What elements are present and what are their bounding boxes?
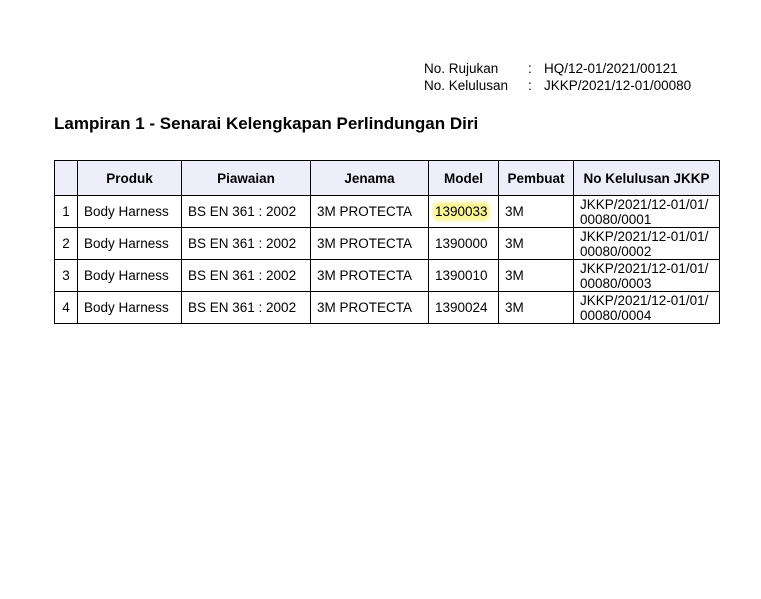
cell-no: 3 (55, 260, 78, 292)
cell-jenama: 3M PROTECTA (311, 260, 429, 292)
cell-produk: Body Harness (78, 228, 182, 260)
cell-piawaian: BS EN 361 : 2002 (182, 228, 311, 260)
table-header (55, 161, 720, 196)
cell-model (429, 196, 499, 228)
cell-no: 1 (55, 196, 78, 228)
kelulusan-value: JKKP/2021/12-01/00080 (544, 78, 692, 93)
table-header-row (55, 161, 720, 196)
table-row (55, 260, 720, 292)
reference-block (424, 60, 691, 94)
cell-no-kelulusan: JKKP/2021/12-01/01/00080/0001 (574, 196, 720, 228)
rujukan-colon: : (528, 61, 532, 76)
cell-no-kelulusan: JKKP/2021/12-01/01/00080/0002 (574, 228, 720, 260)
table-row (55, 228, 720, 260)
kelulusan-label: No. Kelulusan (424, 78, 509, 93)
rujukan-value: HQ/12-01/2021/00121 (544, 61, 678, 76)
cell-pembuat: 3M (499, 196, 574, 228)
cell-produk: Body Harness (78, 196, 182, 228)
reference-row-rujukan (424, 60, 691, 77)
reference-row-kelulusan (424, 77, 691, 94)
cell-jenama: 3M PROTECTA (311, 196, 429, 228)
kelulusan-colon: : (528, 78, 532, 93)
cell-no: 2 (55, 228, 78, 260)
cell-model: 1390000 (429, 228, 499, 260)
cell-no-kelulusan: JKKP/2021/12-01/01/00080/0003 (574, 260, 720, 292)
cell-model: 1390010 (429, 260, 499, 292)
cell-jenama: 3M PROTECTA (311, 292, 429, 324)
cell-produk: Body Harness (78, 260, 182, 292)
highlighted-model-text[interactable]: 1390033 (435, 204, 488, 219)
table-row (55, 196, 720, 228)
cell-pembuat: 3M (499, 260, 574, 292)
ppe-table (54, 160, 720, 324)
header-no-kelulusan: No Kelulusan JKKP (574, 161, 720, 196)
cell-model: 1390024 (429, 292, 499, 324)
cell-no: 4 (55, 292, 78, 324)
page-title: Lampiran 1 - Senarai Kelengkapan Perlindungan Diri (54, 114, 479, 133)
header-piawaian: Piawaian (182, 161, 311, 196)
table-row (55, 292, 720, 324)
header-pembuat: Pembuat (499, 161, 574, 196)
cell-jenama: 3M PROTECTA (311, 228, 429, 260)
cell-piawaian: BS EN 361 : 2002 (182, 196, 311, 228)
cell-pembuat: 3M (499, 292, 574, 324)
cell-produk: Body Harness (78, 292, 182, 324)
cell-piawaian: BS EN 361 : 2002 (182, 260, 311, 292)
header-model: Model (429, 161, 499, 196)
table-body (55, 196, 720, 324)
cell-piawaian: BS EN 361 : 2002 (182, 292, 311, 324)
cell-no-kelulusan: JKKP/2021/12-01/01/00080/0004 (574, 292, 720, 324)
rujukan-label: No. Rujukan (424, 61, 499, 76)
header-jenama: Jenama (311, 161, 429, 196)
cell-pembuat: 3M (499, 228, 574, 260)
header-produk: Produk (78, 161, 182, 196)
header-no (55, 161, 78, 196)
